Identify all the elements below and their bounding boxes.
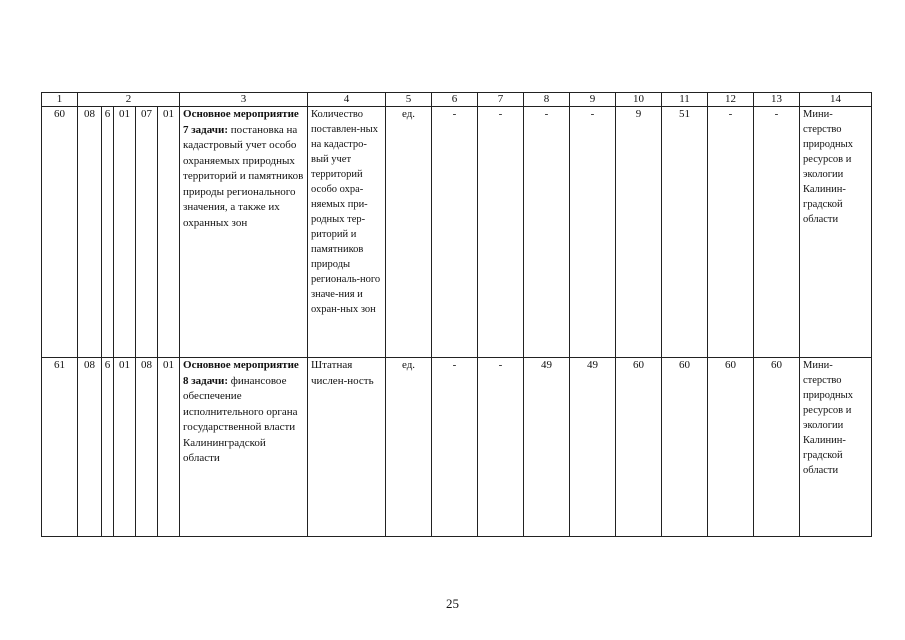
- code-cell: 6: [102, 107, 114, 358]
- unit-cell: ед.: [386, 358, 432, 537]
- header-cell: 14: [800, 93, 872, 107]
- code-cell: 08: [78, 107, 102, 358]
- code-cell: 08: [78, 358, 102, 537]
- measure-title-rest: финансовое обеспечение исполнительного органа государственной власти Калининградской области: [183, 374, 298, 464]
- code-cell: 6: [102, 358, 114, 537]
- value-cell: 9: [616, 107, 662, 358]
- measure-title-bold: Основное мероприятие 7 задачи:: [183, 108, 299, 136]
- table-row: [42, 358, 872, 537]
- value-cell: 49: [570, 358, 616, 537]
- value-cell: -: [478, 107, 524, 358]
- header-cell: 4: [308, 93, 386, 107]
- code-cell: 01: [158, 107, 180, 358]
- indicator-name: Штатная числен-ность: [308, 358, 386, 537]
- header-cell: 6: [432, 93, 478, 107]
- code-cell: 08: [136, 358, 158, 537]
- value-cell: -: [524, 107, 570, 358]
- header-cell: 3: [180, 93, 308, 107]
- measure-title: [180, 107, 308, 358]
- header-cell: 11: [662, 93, 708, 107]
- responsible-cell: Мини-стерство природных ресурсов и экологии Калинин-градской области: [800, 107, 872, 358]
- header-cell: 10: [616, 93, 662, 107]
- measure-title-rest: постановка на кадастровый учет особо охраняемых природных территорий и памятников природы регионального значения, а также их охранных зон: [183, 123, 304, 229]
- table-row: [42, 107, 872, 358]
- code-cell: 01: [114, 358, 136, 537]
- page-number: 25: [446, 596, 459, 611]
- header-cell: 13: [754, 93, 800, 107]
- value-cell: 60: [754, 358, 800, 537]
- value-cell: 60: [708, 358, 754, 537]
- code-cell: 07: [136, 107, 158, 358]
- indicators-table: [41, 92, 872, 537]
- indicator-name: Количество поставлен-ных на кадастро-вый учет территорий особо охра-няемых при-родных тер-риторий и памятников природы региональ-ного значе-ния и охран-ных зон: [308, 107, 386, 358]
- header-cell: 9: [570, 93, 616, 107]
- header-cell: 2: [78, 93, 180, 107]
- header-cell: 5: [386, 93, 432, 107]
- code-cell: 01: [114, 107, 136, 358]
- row-number: 60: [42, 107, 78, 358]
- code-cell: 01: [158, 358, 180, 537]
- value-cell: -: [432, 107, 478, 358]
- row-number: 61: [42, 358, 78, 537]
- header-cell: 7: [478, 93, 524, 107]
- responsible-cell: Мини-стерство природных ресурсов и экологии Калинин-градской области: [800, 358, 872, 537]
- header-cell: 8: [524, 93, 570, 107]
- value-cell: -: [570, 107, 616, 358]
- value-cell: -: [708, 107, 754, 358]
- header-cell: 12: [708, 93, 754, 107]
- value-cell: -: [432, 358, 478, 537]
- header-cell: 1: [42, 93, 78, 107]
- measure-title: [180, 358, 308, 537]
- header-row: [42, 93, 872, 107]
- unit-cell: ед.: [386, 107, 432, 358]
- value-cell: 60: [616, 358, 662, 537]
- value-cell: 60: [662, 358, 708, 537]
- value-cell: 49: [524, 358, 570, 537]
- measure-title-bold: Основное мероприятие 8 задачи:: [183, 359, 299, 387]
- value-cell: 51: [662, 107, 708, 358]
- value-cell: -: [478, 358, 524, 537]
- value-cell: -: [754, 107, 800, 358]
